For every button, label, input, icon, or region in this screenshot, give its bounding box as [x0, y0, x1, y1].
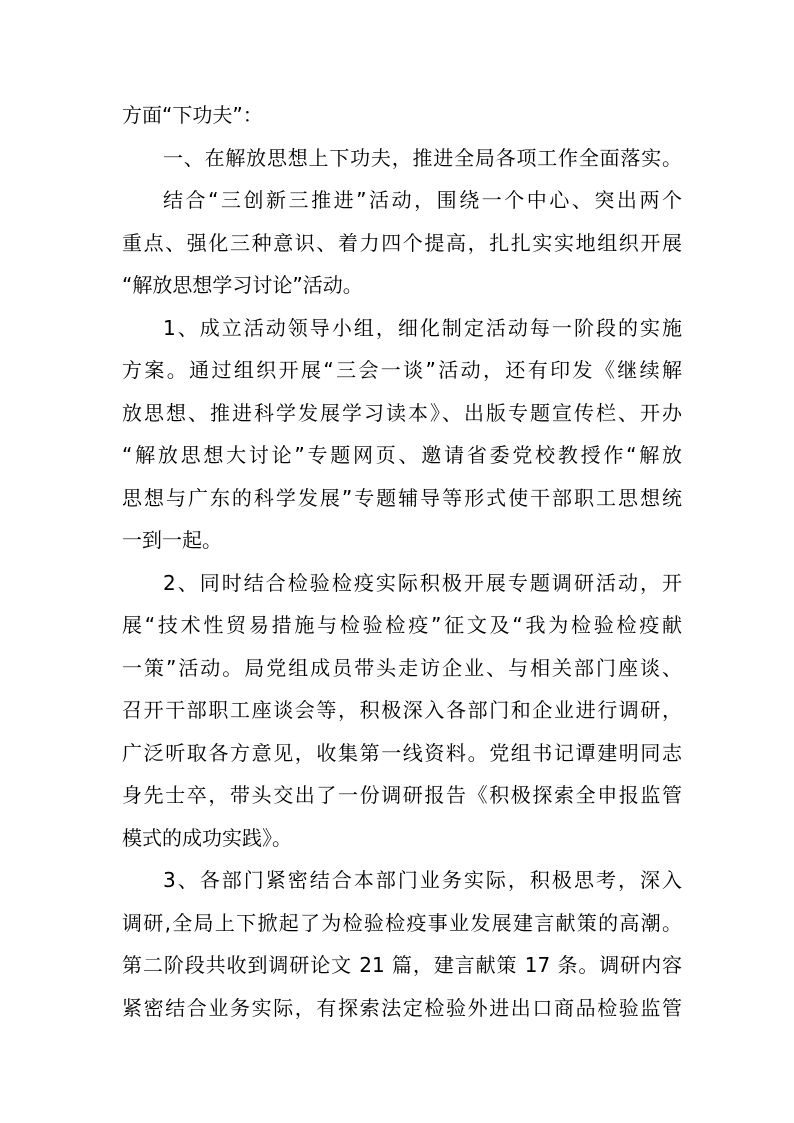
- text-line: 展“技术性贸易措施与检验检疫”征文及“我为检验检疫献: [122, 613, 682, 637]
- text-line: 一到一起。: [122, 528, 222, 552]
- text-line: 结合“三创新三推进”活动，围绕一个中心、突出两个: [163, 188, 682, 212]
- text-line: 身先士卒，带头交出了一份调研报告《积极探索全申报监管: [122, 783, 682, 807]
- text-line: 召开干部职工座谈会等，积极深入各部门和企业进行调研，: [122, 698, 682, 722]
- text-line: 3、各部门紧密结合本部门业务实际，积极思考，深入: [163, 868, 682, 892]
- text-line: 调研,全局上下掀起了为检验检疫事业发展建言献策的高潮。: [122, 911, 682, 935]
- text-line: 广泛听取各方意见，收集第一线资料。党组书记谭建明同志: [122, 741, 682, 765]
- text-line: 重点、强化三种意识、着力四个提高，扎扎实实地组织开展: [122, 231, 682, 255]
- text-line: 放思想、推进科学发展学习读本》、出版专题宣传栏、开办: [122, 401, 682, 425]
- text-line: “解放思想大讨论”专题网页、邀请省委党校教授作“解放: [122, 443, 682, 467]
- text-line: 一策”活动。局党组成员带头走访企业、与相关部门座谈、: [122, 656, 682, 680]
- text-line: 1、成立活动领导小组，细化制定活动每一阶段的实施: [163, 316, 682, 340]
- heading-line: 一、在解放思想上下功夫，推进全局各项工作全面落实。: [163, 146, 682, 170]
- text-line: 模式的成功实践》。: [122, 826, 292, 850]
- text-line: 思想与广东的科学发展”专题辅导等形式使干部职工思想统: [122, 486, 682, 510]
- text-line: “解放思想学习讨论”活动。: [122, 273, 363, 297]
- text-line: 第二阶段共收到调研论文 21 篇，建言献策 17 条。调研内容: [122, 953, 682, 977]
- text-line: 方案。通过组织开展“三会一谈”活动，还有印发《继续解: [122, 358, 682, 382]
- text-line: 紧密结合业务实际，有探索法定检验外进出口商品检验监管: [122, 996, 682, 1020]
- text-line: 方面“下功夫”：: [122, 103, 263, 127]
- text-line: 2、同时结合检验检疫实际积极开展专题调研活动，开: [163, 571, 682, 595]
